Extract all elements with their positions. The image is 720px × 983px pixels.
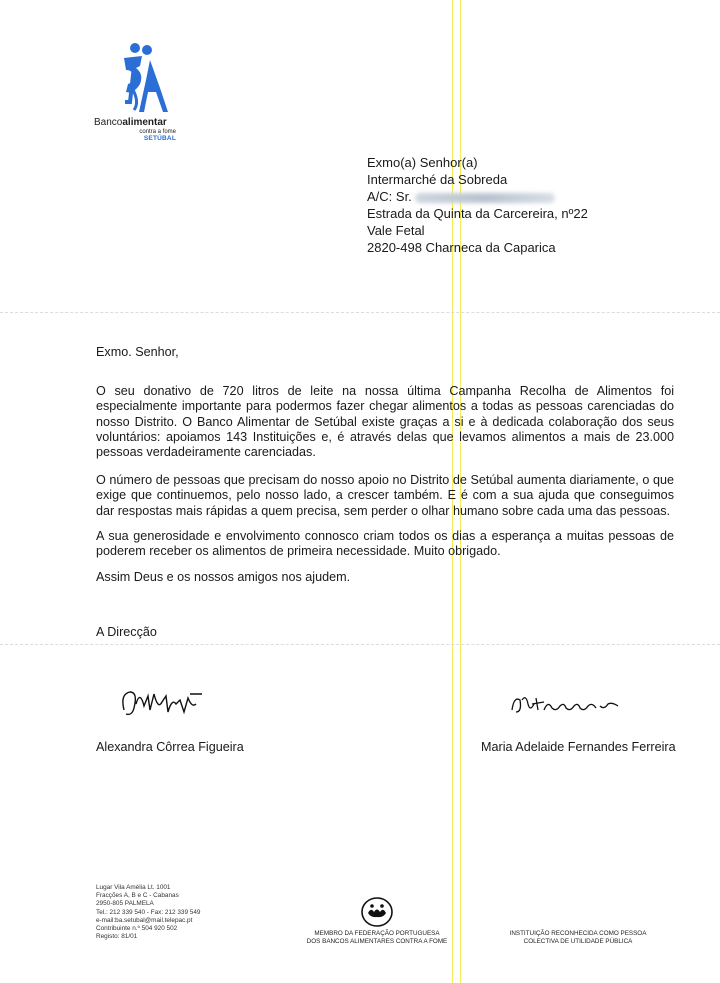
recipient-attention — [367, 188, 588, 205]
federation-emblem-icon — [360, 896, 394, 928]
institution-text — [486, 930, 670, 946]
letter-paragraph-2: O número de pessoas que precisam do nosso apoio no Distrito de Setúbal aumenta diariamente, o que exige que continuemos, pelo nosso lado, a crescer também. E é com a sua ajuda que conseguimos dar respostas mais rápidas a quem precisa, sem perder o olhar humano sobre cada uma das pessoas. — [96, 473, 674, 518]
logo-city: SETÚBAL — [143, 135, 176, 142]
signature-left — [118, 684, 208, 724]
footer-address-line: Fracções A, B e C - Cabanas — [96, 892, 179, 900]
recipient-attention-label: A/C: Sr. — [367, 189, 412, 204]
recipient-salutation: Exmo(a) Senhor(a) — [367, 155, 478, 170]
letter-paragraph-4: Assim Deus e os nossos amigos nos ajudem. — [96, 570, 351, 584]
footer-address-line: Registo: 81/01 — [96, 933, 138, 941]
recipient-locality: Vale Fetal — [367, 223, 425, 238]
fold-mark-bottom — [0, 644, 720, 646]
footer-address-line: Lugar Vila Amélia Lt. 1001 — [96, 884, 171, 891]
signatory-left-name: Alexandra Côrrea Figueira — [96, 740, 244, 754]
recipient-address — [367, 154, 588, 256]
letter-closing: A Direcção — [96, 625, 157, 639]
recipient-postal: 2820-498 Charneca da Caparica — [367, 240, 556, 255]
footer-address-line: Tel.: 212 339 540 - Fax: 212 339 549 — [96, 908, 201, 916]
recipient-company: Intermarché da Sobreda — [367, 172, 508, 187]
logo-subtitle: contra a fome — [139, 129, 176, 135]
redacted-name — [415, 193, 555, 203]
fold-mark-top — [0, 312, 720, 314]
bank-logo — [94, 40, 176, 144]
signature-right — [508, 690, 628, 720]
federation-text — [280, 930, 474, 946]
letter-paragraph-1: O seu donativo de 720 litros de leite na nossa última Campanha Recolha de Alimentos foi especialmente importante para podermos fazer chegar alimentos a todas as pessoas carenciadas do nosso Distrito. O Banco Alimentar de Setúbal existe graças a si e à dedicada colaboração dos seus voluntários: apoiamos 143 Instituições e, é através delas que levamos alimentos a mais de 23.000 pessoas verdadeiramente carenciadas. — [96, 384, 674, 460]
logo-brand-prefix: Banco — [94, 117, 123, 128]
institution-line-1: INSTITUIÇÃO RECONHECIDA COMO PESSOA — [509, 930, 647, 937]
letter-paragraph-3: A sua generosidade e envolvimento connosco criam todos os dias a esperança a muitas pessoas de poderem receber os alimentos de primeira necessidade. Muito obrigado. — [96, 529, 674, 559]
letter-greeting: Exmo. Senhor, — [96, 345, 179, 359]
recipient-street: Estrada da Quinta da Carcereira, nº22 — [367, 206, 588, 221]
footer-address — [96, 884, 200, 941]
institution-line-2: COLECTIVA DE UTILIDADE PÚBLICA — [523, 938, 633, 945]
footer-address-line: 2950-805 PALMELA — [96, 900, 154, 908]
footer-address-line: Contribuinte n.º 504 920 502 — [96, 925, 178, 933]
signatory-right-name: Maria Adelaide Fernandes Ferreira — [481, 740, 676, 754]
logo-brand-bold: alimentar — [122, 117, 167, 128]
federation-line-1: MEMBRO DA FEDERAÇÃO PORTUGUESA — [314, 930, 440, 937]
logo-figures-icon — [94, 40, 176, 118]
footer-address-line: e-mail:ba.setubal@mail.telepac.pt — [96, 916, 193, 924]
federation-line-2: DOS BANCOS ALIMENTARES CONTRA A FOME — [306, 938, 448, 945]
